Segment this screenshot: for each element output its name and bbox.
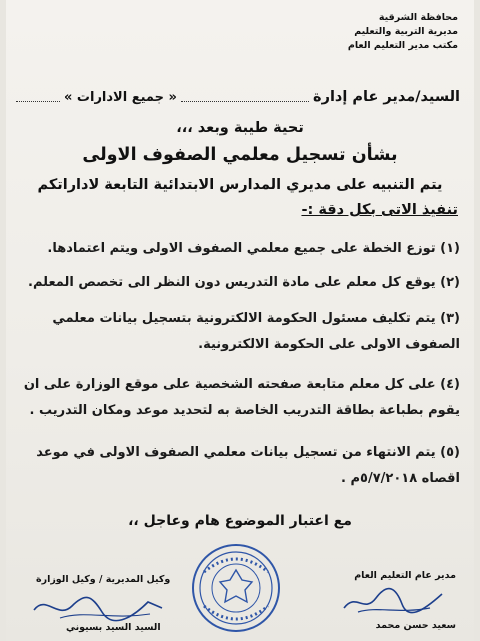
header-office: مكتب مدير التعليم العام <box>347 40 458 51</box>
signature-left-name: السيد السيد بسيوني <box>66 622 161 633</box>
addressee-label: السيد/مدير عام إدارة <box>313 89 460 105</box>
signature-left-icon <box>30 590 170 624</box>
addressee-row <box>16 86 460 108</box>
header-directorate: مديرية التربية والتعليم <box>354 26 458 37</box>
item-text: يوقع كل معلم على مادة التدريس دون النظر الى تخصص المعلم. <box>28 275 436 290</box>
subject-title: بشأن تسجيل معلمي الصفوف الاولى <box>82 145 398 165</box>
dotted-line <box>181 101 309 102</box>
closing-line: مع اعتبار الموضوع هام وعاجل ،، <box>128 513 352 529</box>
notice-line: يتم التنبيه على مديري المدارس الابتدائية التابعة لاداراتكم <box>37 177 443 193</box>
item-number: (٣) <box>440 311 460 326</box>
execute-heading: تنفيذ الاتى بكل دقة :- <box>301 202 458 218</box>
dotted-line-end <box>16 101 60 102</box>
list-item <box>14 440 460 492</box>
item-text: توزع الخطة على جميع معلمي الصفوف الاولى ويتم اعتمادها. <box>47 241 436 256</box>
item-text: يتم الانتهاء من تسجيل بيانات معلمي الصفوف الاولى في موعد اقصاه ٥/٧/٢٠١٨م . <box>36 445 460 486</box>
item-number: (١) <box>440 241 460 256</box>
item-text: يتم تكليف مسئول الحكومة الالكترونية بتسجيل بيانات معلمي الصفوف الاولى على الحكومة الالكترونية. <box>52 311 460 352</box>
greeting: تحية طيبة وبعد ،،، <box>176 120 304 136</box>
signature-right-name: سعيد حسن محمد <box>375 620 456 631</box>
item-text: على كل معلم متابعة صفحته الشخصية على موقع الوزارة على ان يقوم بطباعة بطاقة التدريب الخاصة به لتحديد موعد ومكان التدريب . <box>23 377 460 418</box>
signature-right-icon <box>338 584 448 618</box>
signature-left-title: وكيل المديرية / وكيل الوزارة <box>36 574 171 585</box>
official-seal-icon <box>190 542 282 634</box>
item-number: (٥) <box>440 445 460 460</box>
item-number: (٤) <box>440 377 460 392</box>
list-item <box>14 236 460 262</box>
header-governorate: محافظة الشرقية <box>378 12 458 23</box>
addressee-target: « جميع الادارات » <box>64 89 177 105</box>
signature-right-title: مدير عام التعليم العام <box>354 570 456 581</box>
document-page <box>6 0 474 641</box>
item-number: (٢) <box>440 275 460 290</box>
list-item <box>14 372 460 424</box>
list-item <box>14 306 460 358</box>
list-item <box>14 270 460 296</box>
